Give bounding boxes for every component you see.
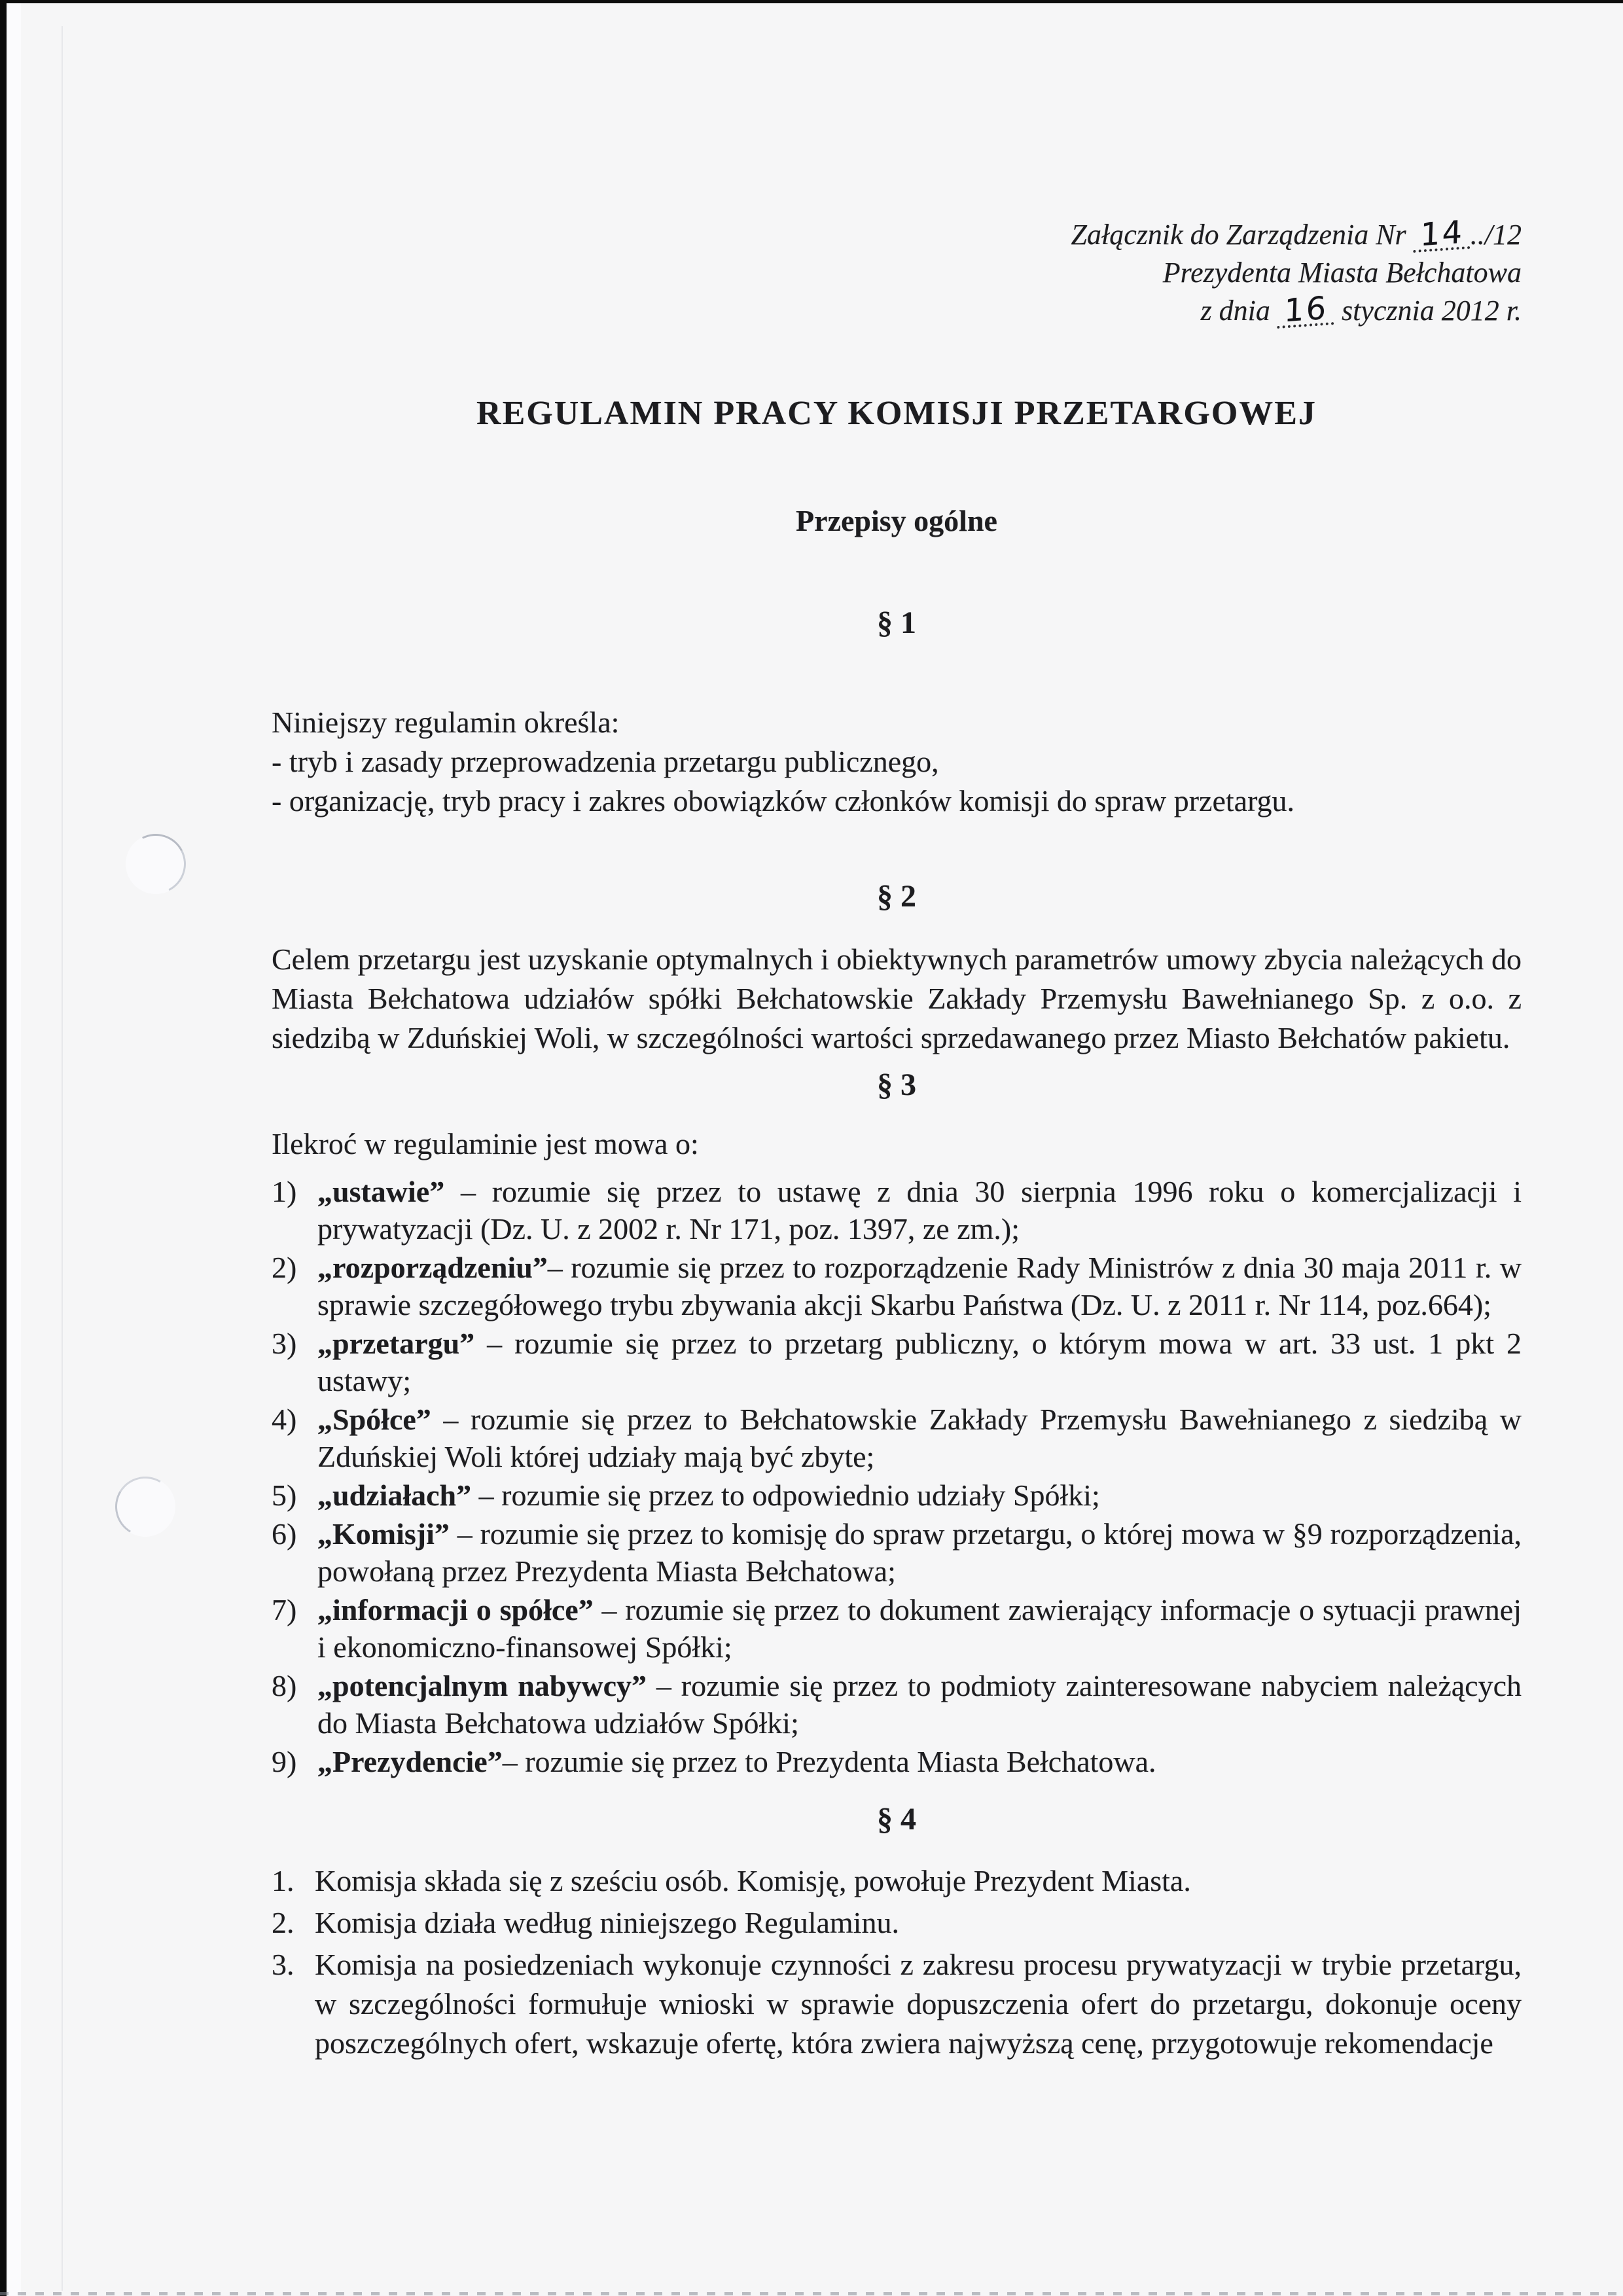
attachment-line-1: Załącznik do Zarządzenia Nr 14 ../12 xyxy=(1071,213,1522,254)
section-mark-3: § 3 xyxy=(877,1067,916,1102)
definition-item xyxy=(272,1173,1522,1247)
paper-edge-sliver xyxy=(7,0,21,2296)
definition-item xyxy=(272,1325,1522,1399)
item-number: 9) xyxy=(272,1745,297,1778)
ordered-item xyxy=(272,1861,1522,1901)
punch-hole-mark xyxy=(118,826,194,902)
definition-item xyxy=(272,1249,1522,1323)
definition-item xyxy=(272,1515,1522,1590)
definition-text: – rozumie się przez to ustawę z dnia 30 sierpnia 1996 roku o komercjalizacji i prywatyzacji (Dz. U. z 2002 r. Nr 171, poz. 1397, ze zm.); xyxy=(317,1175,1522,1246)
defined-term: „Komisji” xyxy=(317,1517,450,1551)
handwritten-ordinance-number: 14 xyxy=(1413,219,1471,253)
section-3-intro: Ilekroć w regulaminie jest mowa o: xyxy=(272,1127,699,1160)
definition-text: – rozumie się przez to podmioty zainteresowane nabyciem należących do Miasta Bełchatowa udziałów Spółki; xyxy=(317,1669,1522,1740)
scan-edge-left xyxy=(0,0,7,2296)
definition-item xyxy=(272,1667,1522,1742)
definition-text: – rozumie się przez to dokument zawierający informacje o sytuacji prawnej i ekonomiczno-finansowej Spółki; xyxy=(317,1593,1522,1664)
definition-item xyxy=(272,1401,1522,1475)
document-title: REGULAMIN PRACY KOMISJI PRZETARGOWEJ xyxy=(476,395,1317,432)
defined-term: „potencjalnym nabywcy” xyxy=(317,1669,647,1702)
section-mark-1: § 1 xyxy=(877,605,916,640)
item-number: 3) xyxy=(272,1327,297,1360)
defined-term: „Prezydencie” xyxy=(317,1745,503,1778)
section-1-bullet: - organizację, tryb pracy i zakres obowiązków członków komisji do spraw przetargu. xyxy=(272,784,1295,817)
item-number: 7) xyxy=(272,1593,297,1626)
definition-text: – rozumie się przez to Bełchatowskie Zakłady Przemysłu Bawełnianego z siedzibą w Zduńskiej Woli której udziały mają być zbyte; xyxy=(317,1403,1522,1473)
item-number: 1. xyxy=(272,1864,294,1897)
section-1-intro: Niniejszy regulamin określa: xyxy=(272,706,620,739)
item-text: Komisja na posiedzeniach wykonuje czynności z zakresu procesu prywatyzacji w trybie przetargu, w szczególności formułuje wnioski w sprawie dopuszczenia ofert do przetargu, dokonuje oceny poszczególnych ofert, wskazuje ofertę, która zwiera najwyższą cenę, przygotowuje rekomendacje xyxy=(315,1948,1522,2060)
item-text: Komisja działa według niniejszego Regulaminu. xyxy=(315,1906,899,1939)
definition-text: – rozumie się przez to rozporządzenie Rady Ministrów z dnia 30 maja 2011 r. w sprawie szczegółowego trybu zbywania akcji Skarbu Państwa (Dz. U. z 2011 r. Nr 114, poz.664); xyxy=(317,1251,1522,1321)
section-1-bullet: - tryb i zasady przeprowadzenia przetargu publicznego, xyxy=(272,745,939,778)
section-2-paragraph: Celem przetargu jest uzyskanie optymalnych i obiektywnych parametrów umowy zbycia należących do Miasta Bełchatowa udziałów spółki Bełchatowskie Zakłady Przemysłu Bawełnianego Sp. z o.o. z siedzibą w Zduńskiej Woli, w szczególności wartości sprzedawanego przez Miasto Bełchatów pakietu. xyxy=(272,942,1522,1054)
section-mark-4: § 4 xyxy=(877,1802,916,1837)
attachment-line-2: Prezydenta Miasta Bełchatowa xyxy=(1162,257,1522,289)
definition-item xyxy=(272,1743,1522,1780)
defined-term: „udziałach” xyxy=(317,1479,472,1512)
section-1-body xyxy=(272,703,1522,821)
ordered-item xyxy=(272,1903,1522,1943)
defined-term: „Spółce” xyxy=(317,1403,431,1436)
item-number: 4) xyxy=(272,1403,297,1436)
item-number: 1) xyxy=(272,1175,297,1208)
ordered-item xyxy=(272,1945,1522,2063)
defined-term: „rozporządzeniu” xyxy=(317,1251,548,1284)
item-number: 5) xyxy=(272,1479,297,1512)
document-subtitle: Przepisy ogólne xyxy=(796,504,997,537)
defined-term: „informacji o spółce” xyxy=(317,1593,594,1626)
attachment-line-3: z dnia 16 stycznia 2012 r. xyxy=(1200,289,1522,330)
definitions-list xyxy=(272,1173,1522,1780)
definition-item xyxy=(272,1591,1522,1666)
punch-hole-mark xyxy=(109,1470,182,1543)
definition-text: – rozumie się przez to komisję do spraw przetargu, o której mowa w §9 rozporządzenia, powołaną przez Prezydenta Miasta Bełchatowa; xyxy=(317,1517,1522,1588)
defined-term: „przetargu” xyxy=(317,1327,475,1360)
scan-bottom-edge xyxy=(0,2292,1623,2295)
item-number: 6) xyxy=(272,1517,297,1551)
section-mark-2: § 2 xyxy=(877,879,916,914)
item-number: 8) xyxy=(272,1669,297,1702)
definition-item xyxy=(272,1477,1522,1514)
item-number: 2) xyxy=(272,1251,297,1284)
document-content xyxy=(272,213,1522,2066)
item-number: 2. xyxy=(272,1906,294,1939)
definition-text: – rozumie się przez to przetarg publiczny, o którym mowa w art. 33 ust. 1 pkt 2 ustawy; xyxy=(317,1327,1522,1397)
item-text: Komisja składa się z sześciu osób. Komisję, powołuje Prezydent Miasta. xyxy=(315,1864,1191,1897)
paper-fold-line xyxy=(62,26,63,2291)
defined-term: „ustawie” xyxy=(317,1175,445,1208)
item-number: 3. xyxy=(272,1948,294,1981)
definition-text: – rozumie się przez to odpowiednio udziały Spółki; xyxy=(471,1479,1100,1512)
handwritten-day-number: 16 xyxy=(1277,295,1334,329)
section-4-list xyxy=(272,1861,1522,2063)
attachment-note xyxy=(272,213,1522,330)
definition-text: – rozumie się przez to Prezydenta Miasta Bełchatowa. xyxy=(502,1745,1156,1778)
scan-edge-top xyxy=(0,0,1623,3)
